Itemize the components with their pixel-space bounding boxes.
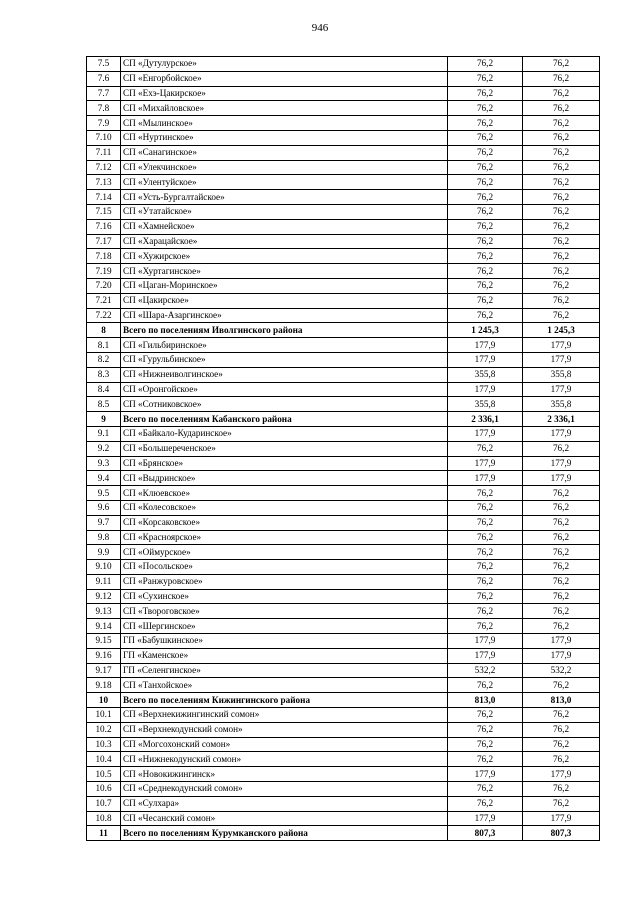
amount-cell-1: 177,9 <box>448 382 523 397</box>
settlement-name-cell: СП «Утатайское» <box>121 204 448 219</box>
amount-cell-1: 76,2 <box>448 545 523 560</box>
settlement-name-cell: СП «Мылинское» <box>121 116 448 131</box>
table-row <box>87 293 600 308</box>
row-number-cell: 7.5 <box>87 57 121 72</box>
district-total-row <box>87 826 600 841</box>
amount-cell-1: 76,2 <box>448 116 523 131</box>
amount-cell-2: 76,2 <box>523 722 600 737</box>
amount-cell-2: 355,8 <box>523 367 600 382</box>
district-total-row <box>87 412 600 427</box>
district-total-row <box>87 693 600 708</box>
settlement-name-cell: СП «Танхойское» <box>121 678 448 693</box>
settlement-name-cell: СП «Шара-Азаргинское» <box>121 308 448 323</box>
amount-cell-1: 177,9 <box>448 471 523 486</box>
amount-cell-2: 76,2 <box>523 116 600 131</box>
settlement-name-cell: Всего по поселениям Кижингинского района <box>121 693 448 708</box>
amount-cell-1: 76,2 <box>448 796 523 811</box>
table-row <box>87 441 600 456</box>
row-number-cell: 10.4 <box>87 752 121 767</box>
settlement-name-cell: ГП «Бабушкинское» <box>121 634 448 649</box>
settlement-name-cell: СП «Посольское» <box>121 560 448 575</box>
table-row <box>87 515 600 530</box>
amount-cell-2: 76,2 <box>523 560 600 575</box>
settlement-name-cell: СП «Цаган-Моринское» <box>121 278 448 293</box>
row-number-cell: 8.5 <box>87 397 121 412</box>
amount-cell-2: 177,9 <box>523 811 600 826</box>
amount-cell-1: 76,2 <box>448 264 523 279</box>
amount-cell-2: 76,2 <box>523 737 600 752</box>
table-row <box>87 382 600 397</box>
amount-cell-2: 177,9 <box>523 426 600 441</box>
table-row <box>87 619 600 634</box>
table-row <box>87 308 600 323</box>
row-number-cell: 8.1 <box>87 338 121 353</box>
row-number-cell: 10.6 <box>87 782 121 797</box>
row-number-cell: 9.3 <box>87 456 121 471</box>
amount-cell-2: 76,2 <box>523 308 600 323</box>
row-number-cell: 9.18 <box>87 678 121 693</box>
amount-cell-1: 76,2 <box>448 486 523 501</box>
settlement-name-cell: СП «Выдринское» <box>121 471 448 486</box>
table-row <box>87 634 600 649</box>
amount-cell-2: 177,9 <box>523 648 600 663</box>
settlement-name-cell: СП «Нуртинское» <box>121 130 448 145</box>
settlement-name-cell: СП «Чесанский сомон» <box>121 811 448 826</box>
amount-cell-2: 76,2 <box>523 204 600 219</box>
table-row <box>87 338 600 353</box>
row-number-cell: 9 <box>87 412 121 427</box>
settlement-name-cell: СП «Гурульбинское» <box>121 352 448 367</box>
settlement-name-cell: СП «Могсохонский сомон» <box>121 737 448 752</box>
amount-cell-1: 76,2 <box>448 234 523 249</box>
row-number-cell: 7.19 <box>87 264 121 279</box>
table-row <box>87 471 600 486</box>
row-number-cell: 7.14 <box>87 190 121 205</box>
amount-cell-2: 177,9 <box>523 382 600 397</box>
amount-cell-2: 76,2 <box>523 101 600 116</box>
settlement-name-cell: СП «Ехэ-Цакирское» <box>121 86 448 101</box>
table-row <box>87 219 600 234</box>
amount-cell-1: 76,2 <box>448 219 523 234</box>
table-row <box>87 604 600 619</box>
amount-cell-2: 76,2 <box>523 708 600 723</box>
settlement-name-cell: ГП «Каменское» <box>121 648 448 663</box>
table-row <box>87 589 600 604</box>
amount-cell-1: 355,8 <box>448 397 523 412</box>
table-row <box>87 264 600 279</box>
row-number-cell: 7.10 <box>87 130 121 145</box>
row-number-cell: 9.5 <box>87 486 121 501</box>
amount-cell-2: 177,9 <box>523 767 600 782</box>
amount-cell-2: 76,2 <box>523 293 600 308</box>
amount-cell-1: 76,2 <box>448 500 523 515</box>
amount-cell-2: 177,9 <box>523 456 600 471</box>
amount-cell-1: 177,9 <box>448 426 523 441</box>
settlement-name-cell: Всего по поселениям Иволгинского района <box>121 323 448 338</box>
row-number-cell: 9.14 <box>87 619 121 634</box>
amount-cell-1: 532,2 <box>448 663 523 678</box>
amount-cell-2: 532,2 <box>523 663 600 678</box>
amount-cell-2: 76,2 <box>523 486 600 501</box>
row-number-cell: 9.13 <box>87 604 121 619</box>
row-number-cell: 10.3 <box>87 737 121 752</box>
settlement-name-cell: СП «Улентуйское» <box>121 175 448 190</box>
row-number-cell: 9.2 <box>87 441 121 456</box>
table-row <box>87 560 600 575</box>
amount-cell-1: 76,2 <box>448 71 523 86</box>
row-number-cell: 7.16 <box>87 219 121 234</box>
amount-cell-2: 813,0 <box>523 693 600 708</box>
settlement-name-cell: СП «Среднекодунский сомон» <box>121 782 448 797</box>
row-number-cell: 7.13 <box>87 175 121 190</box>
settlement-name-cell: СП «Гильбиринское» <box>121 338 448 353</box>
table-row <box>87 116 600 131</box>
settlement-name-cell: СП «Сухинское» <box>121 589 448 604</box>
settlement-name-cell: СП «Усть-Бургалтайское» <box>121 190 448 205</box>
amount-cell-1: 76,2 <box>448 86 523 101</box>
row-number-cell: 9.8 <box>87 530 121 545</box>
amount-cell-1: 76,2 <box>448 175 523 190</box>
amount-cell-1: 76,2 <box>448 441 523 456</box>
settlement-name-cell: СП «Сулхара» <box>121 796 448 811</box>
row-number-cell: 9.15 <box>87 634 121 649</box>
row-number-cell: 10.2 <box>87 722 121 737</box>
amount-cell-2: 76,2 <box>523 278 600 293</box>
table-row <box>87 57 600 72</box>
table-body <box>87 57 600 841</box>
table-row <box>87 71 600 86</box>
row-number-cell: 10 <box>87 693 121 708</box>
amount-cell-2: 76,2 <box>523 678 600 693</box>
amount-cell-1: 76,2 <box>448 130 523 145</box>
row-number-cell: 10.1 <box>87 708 121 723</box>
amount-cell-2: 76,2 <box>523 264 600 279</box>
table-row <box>87 648 600 663</box>
amount-cell-1: 807,3 <box>448 826 523 841</box>
amount-cell-1: 76,2 <box>448 530 523 545</box>
amount-cell-2: 76,2 <box>523 796 600 811</box>
amount-cell-1: 76,2 <box>448 708 523 723</box>
row-number-cell: 9.6 <box>87 500 121 515</box>
row-number-cell: 7.6 <box>87 71 121 86</box>
row-number-cell: 9.1 <box>87 426 121 441</box>
amount-cell-1: 76,2 <box>448 101 523 116</box>
table-row <box>87 278 600 293</box>
amount-cell-1: 76,2 <box>448 722 523 737</box>
settlement-name-cell: СП «Енгорбойское» <box>121 71 448 86</box>
settlement-name-cell: СП «Брянское» <box>121 456 448 471</box>
amount-cell-2: 76,2 <box>523 130 600 145</box>
row-number-cell: 8.3 <box>87 367 121 382</box>
amount-cell-1: 76,2 <box>448 308 523 323</box>
amount-cell-2: 355,8 <box>523 397 600 412</box>
amount-cell-1: 76,2 <box>448 278 523 293</box>
row-number-cell: 7.12 <box>87 160 121 175</box>
settlement-name-cell: СП «Санагинское» <box>121 145 448 160</box>
amount-cell-2: 76,2 <box>523 589 600 604</box>
table-row <box>87 678 600 693</box>
amount-cell-1: 177,9 <box>448 767 523 782</box>
settlement-name-cell: СП «Ранжуровское» <box>121 574 448 589</box>
amount-cell-1: 76,2 <box>448 737 523 752</box>
amount-cell-1: 76,2 <box>448 752 523 767</box>
settlement-name-cell: СП «Верхнекодунский сомон» <box>121 722 448 737</box>
allocation-table <box>86 56 600 841</box>
table-row <box>87 796 600 811</box>
settlement-name-cell: СП «Большереченское» <box>121 441 448 456</box>
page-number: 946 <box>311 22 329 34</box>
table-row <box>87 530 600 545</box>
amount-cell-2: 76,2 <box>523 500 600 515</box>
amount-cell-2: 76,2 <box>523 574 600 589</box>
amount-cell-2: 76,2 <box>523 249 600 264</box>
amount-cell-1: 76,2 <box>448 57 523 72</box>
table-row <box>87 456 600 471</box>
settlement-name-cell: СП «Нижнеиволгинское» <box>121 367 448 382</box>
table-row <box>87 204 600 219</box>
amount-cell-1: 76,2 <box>448 782 523 797</box>
settlement-name-cell: СП «Хамнейское» <box>121 219 448 234</box>
amount-cell-1: 1 245,3 <box>448 323 523 338</box>
settlement-name-cell: СП «Нижнекодунский сомон» <box>121 752 448 767</box>
settlement-name-cell: Всего по поселениям Курумканского района <box>121 826 448 841</box>
amount-cell-1: 76,2 <box>448 604 523 619</box>
table-row <box>87 500 600 515</box>
table-row <box>87 160 600 175</box>
row-number-cell: 9.4 <box>87 471 121 486</box>
amount-cell-2: 76,2 <box>523 234 600 249</box>
table-row <box>87 86 600 101</box>
row-number-cell: 10.7 <box>87 796 121 811</box>
row-number-cell: 7.17 <box>87 234 121 249</box>
table-row <box>87 722 600 737</box>
amount-cell-2: 76,2 <box>523 515 600 530</box>
settlement-name-cell: ГП «Селенгинское» <box>121 663 448 678</box>
row-number-cell: 7.7 <box>87 86 121 101</box>
row-number-cell: 11 <box>87 826 121 841</box>
amount-cell-2: 1 245,3 <box>523 323 600 338</box>
table-row <box>87 130 600 145</box>
amount-cell-1: 2 336,1 <box>448 412 523 427</box>
amount-cell-2: 177,9 <box>523 634 600 649</box>
amount-cell-2: 76,2 <box>523 545 600 560</box>
amount-cell-1: 76,2 <box>448 190 523 205</box>
amount-cell-1: 76,2 <box>448 249 523 264</box>
settlement-name-cell: СП «Оймурское» <box>121 545 448 560</box>
amount-cell-2: 76,2 <box>523 190 600 205</box>
amount-cell-1: 177,9 <box>448 634 523 649</box>
row-number-cell: 9.9 <box>87 545 121 560</box>
table-row <box>87 752 600 767</box>
table-row <box>87 190 600 205</box>
row-number-cell: 9.16 <box>87 648 121 663</box>
row-number-cell: 7.11 <box>87 145 121 160</box>
amount-cell-1: 76,2 <box>448 293 523 308</box>
amount-cell-1: 813,0 <box>448 693 523 708</box>
settlement-name-cell: СП «Сотниковское» <box>121 397 448 412</box>
amount-cell-2: 76,2 <box>523 752 600 767</box>
settlement-name-cell: СП «Цакирское» <box>121 293 448 308</box>
settlement-name-cell: СП «Колесовское» <box>121 500 448 515</box>
row-number-cell: 10.8 <box>87 811 121 826</box>
table-row <box>87 545 600 560</box>
settlement-name-cell: СП «Твороговское» <box>121 604 448 619</box>
settlement-name-cell: СП «Улекчинское» <box>121 160 448 175</box>
table-row <box>87 397 600 412</box>
table-row <box>87 663 600 678</box>
amount-cell-1: 177,9 <box>448 338 523 353</box>
table-row <box>87 426 600 441</box>
amount-cell-2: 76,2 <box>523 57 600 72</box>
table-row <box>87 708 600 723</box>
settlement-name-cell: СП «Оронгойское» <box>121 382 448 397</box>
amount-cell-1: 177,9 <box>448 811 523 826</box>
amount-cell-1: 76,2 <box>448 678 523 693</box>
row-number-cell: 9.10 <box>87 560 121 575</box>
settlement-name-cell: СП «Хуртагинское» <box>121 264 448 279</box>
table-row <box>87 175 600 190</box>
row-number-cell: 7.20 <box>87 278 121 293</box>
amount-cell-1: 76,2 <box>448 574 523 589</box>
settlement-name-cell: СП «Харацайское» <box>121 234 448 249</box>
settlement-name-cell: СП «Верхнекижингинский сомон» <box>121 708 448 723</box>
district-total-row <box>87 323 600 338</box>
row-number-cell: 9.12 <box>87 589 121 604</box>
row-number-cell: 9.17 <box>87 663 121 678</box>
amount-cell-1: 76,2 <box>448 619 523 634</box>
row-number-cell: 9.7 <box>87 515 121 530</box>
table-row <box>87 249 600 264</box>
amount-cell-1: 76,2 <box>448 160 523 175</box>
table-row <box>87 782 600 797</box>
table-row <box>87 811 600 826</box>
amount-cell-2: 2 336,1 <box>523 412 600 427</box>
row-number-cell: 9.11 <box>87 574 121 589</box>
table-row <box>87 486 600 501</box>
amount-cell-2: 76,2 <box>523 175 600 190</box>
amount-cell-1: 76,2 <box>448 560 523 575</box>
row-number-cell: 8.4 <box>87 382 121 397</box>
table-row <box>87 767 600 782</box>
amount-cell-1: 177,9 <box>448 456 523 471</box>
row-number-cell: 7.8 <box>87 101 121 116</box>
table-row <box>87 234 600 249</box>
settlement-name-cell: СП «Новокижингинск» <box>121 767 448 782</box>
amount-cell-2: 76,2 <box>523 86 600 101</box>
settlement-name-cell: Всего по поселениям Кабанского района <box>121 412 448 427</box>
table-row <box>87 737 600 752</box>
amount-cell-1: 76,2 <box>448 589 523 604</box>
table-row <box>87 145 600 160</box>
amount-cell-2: 76,2 <box>523 145 600 160</box>
amount-cell-2: 76,2 <box>523 219 600 234</box>
table-row <box>87 352 600 367</box>
settlement-name-cell: СП «Шергинское» <box>121 619 448 634</box>
amount-cell-2: 76,2 <box>523 782 600 797</box>
amount-cell-2: 177,9 <box>523 338 600 353</box>
settlement-name-cell: СП «Байкало-Кударинское» <box>121 426 448 441</box>
amount-cell-1: 76,2 <box>448 204 523 219</box>
amount-cell-2: 76,2 <box>523 71 600 86</box>
amount-cell-1: 76,2 <box>448 145 523 160</box>
row-number-cell: 7.21 <box>87 293 121 308</box>
settlement-name-cell: СП «Дутулурское» <box>121 57 448 72</box>
settlement-name-cell: СП «Михайловское» <box>121 101 448 116</box>
row-number-cell: 8 <box>87 323 121 338</box>
row-number-cell: 7.22 <box>87 308 121 323</box>
amount-cell-1: 76,2 <box>448 515 523 530</box>
amount-cell-2: 76,2 <box>523 604 600 619</box>
amount-cell-2: 76,2 <box>523 160 600 175</box>
amount-cell-2: 76,2 <box>523 530 600 545</box>
amount-cell-1: 177,9 <box>448 648 523 663</box>
row-number-cell: 7.18 <box>87 249 121 264</box>
row-number-cell: 7.15 <box>87 204 121 219</box>
amount-cell-1: 355,8 <box>448 367 523 382</box>
table-row <box>87 367 600 382</box>
amount-cell-2: 177,9 <box>523 471 600 486</box>
settlement-name-cell: СП «Клюевское» <box>121 486 448 501</box>
amount-cell-2: 807,3 <box>523 826 600 841</box>
amount-cell-1: 177,9 <box>448 352 523 367</box>
amount-cell-2: 76,2 <box>523 619 600 634</box>
row-number-cell: 7.9 <box>87 116 121 131</box>
table-row <box>87 574 600 589</box>
row-number-cell: 10.5 <box>87 767 121 782</box>
settlement-name-cell: СП «Корсаковское» <box>121 515 448 530</box>
settlement-name-cell: СП «Красноярское» <box>121 530 448 545</box>
amount-cell-2: 76,2 <box>523 441 600 456</box>
amount-cell-2: 177,9 <box>523 352 600 367</box>
row-number-cell: 8.2 <box>87 352 121 367</box>
settlement-name-cell: СП «Хужирское» <box>121 249 448 264</box>
table-row <box>87 101 600 116</box>
